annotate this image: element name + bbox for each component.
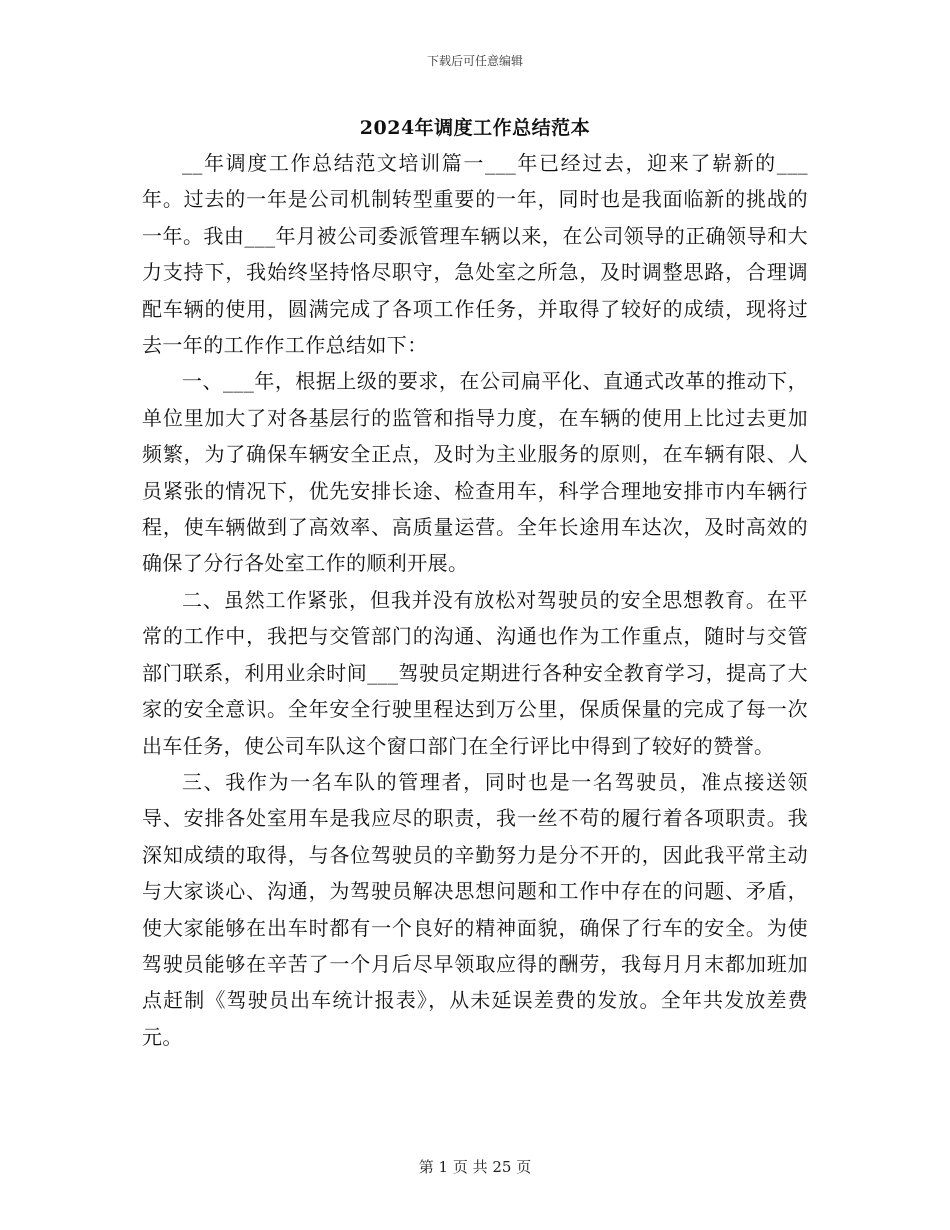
- document-body: [142, 145, 808, 1055]
- body-paragraph-2: 一、___年，根据上级的要求，在公司扁平化、直通式改革的推动下，单位里加大了对各基层行的监管和指导力度，在车辆的使用上比过去更加频繁，为了确保车辆安全正点，及时为主业服务的原则，在车辆有限、人员紧张的情况下，优先安排长途、检查用车，科学合理地安排市内车辆行程，使车辆做到了高效率、高质量运营。全年长途用车达次，及时高效的确保了分行各处室工作的顺利开展。: [142, 369, 808, 576]
- body-paragraph-3: 二、虽然工作紧张，但我并没有放松对驾驶员的安全思想教育。在平常的工作中，我把与交管部门的沟通、沟通也作为工作重点，随时与交管部门联系，利用业余时间___驾驶员定期进行各种安全教育学习，提高了大家的安全意识。全年安全行驶里程达到万公里，保质保量的完成了每一次出车任务，使公司车队这个窗口部门在全行评比中得到了较好的赞誉。: [142, 587, 808, 758]
- body-paragraph-4: 三、我作为一名车队的管理者，同时也是一名驾驶员，准点接送领导、安排各处室用车是我应尽的职责，我一丝不苟的履行着各项职责。我深知成绩的取得，与各位驾驶员的辛勤努力是分不开的，因此我平常主动与大家谈心、沟通，为驾驶员解决思想问题和工作中存在的问题、矛盾，使大家能够在出车时都有一个良好的精神面貌，确保了行车的安全。为使驾驶员能够在辛苦了一个月后尽早领取应得的酬劳，我每月月末都加班加点赶制《驾驶员出车统计报表》，从未延误差费的发放。全年共发放差费元。: [142, 769, 808, 1049]
- document-title: 2024年调度工作总结范本: [359, 117, 591, 139]
- body-paragraph-1: __年调度工作总结范文培训篇一___年已经过去，迎来了崭新的___年。过去的一年是公司机制转型重要的一年，同时也是我面临新的挑战的一年。我由___年月被公司委派管理车辆以来，在公司领导的正确领导和大力支持下，我始终坚持恪尽职守，急处室之所急，及时调整思路，合理调配车辆的使用，圆满完成了各项工作任务，并取得了较好的成绩，现将过去一年的工作作工作总结如下：: [142, 151, 808, 358]
- header-note: 下载后可任意编辑: [426, 54, 523, 68]
- page-number: 第 1 页 共 25 页: [418, 1158, 532, 1176]
